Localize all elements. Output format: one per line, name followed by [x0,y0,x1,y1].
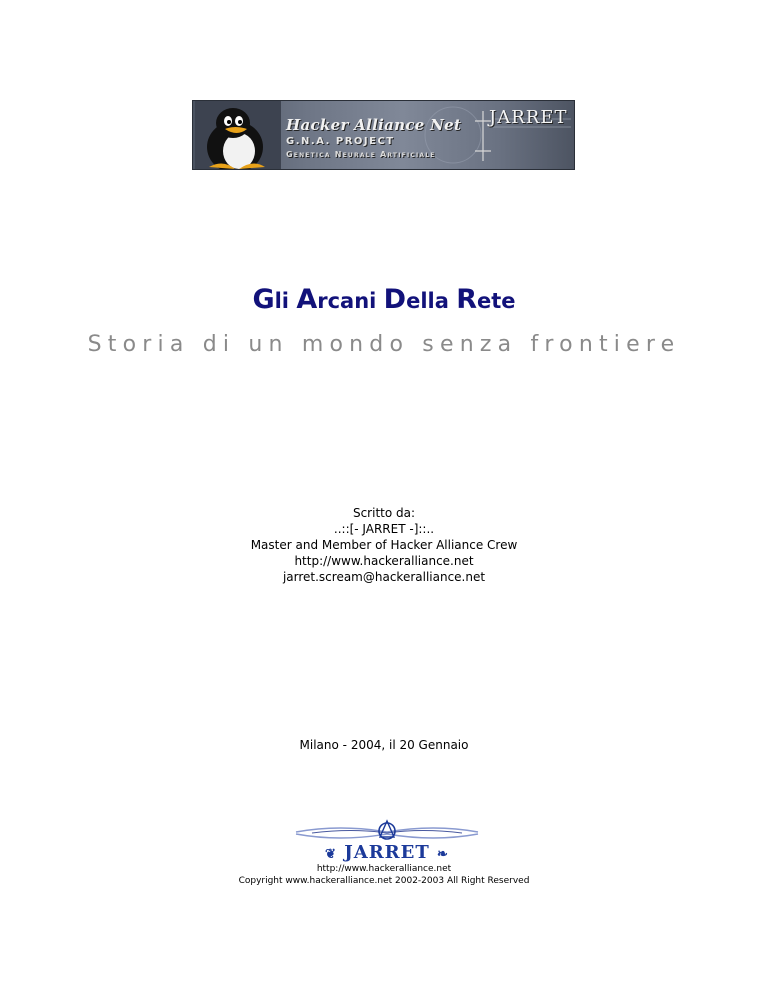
banner-title: Hacker Alliance Net [286,116,462,134]
footer-logo-text: ❦ JARRET ❧ [325,842,449,863]
author-email[interactable]: jarret.scream@hackeralliance.net [282,570,486,584]
author-url[interactable]: http://www.hackeralliance.net [294,554,474,568]
author-label: Scritto da: [352,506,416,520]
penguin-mascot-icon [195,101,281,170]
banner-project: G.N.A. PROJECT [286,136,395,147]
header-banner [192,100,575,170]
document-date: Milano - 2004, il 20 Gennaio [299,738,469,752]
document-subtitle: Storia di un mondo senza frontiere [87,332,681,357]
banner-logo-text: JARRET [489,107,568,128]
footer-logo [292,818,482,866]
footer-url[interactable]: http://www.hackeralliance.net [316,864,452,874]
celtic-knot-icon [292,818,482,844]
author-role: Master and Member of Hacker Alliance Crew [250,538,518,552]
document-title: Gli Arcani Della Rete [252,284,516,315]
author-block [0,505,768,585]
author-nick: ..::[- JARRET -]::.. [333,522,435,536]
banner-tagline: Genetica Neurale Artificiale [286,150,436,159]
footer-copyright: Copyright www.hackeralliance.net 2002-2003 All Right Reserved [238,876,530,886]
